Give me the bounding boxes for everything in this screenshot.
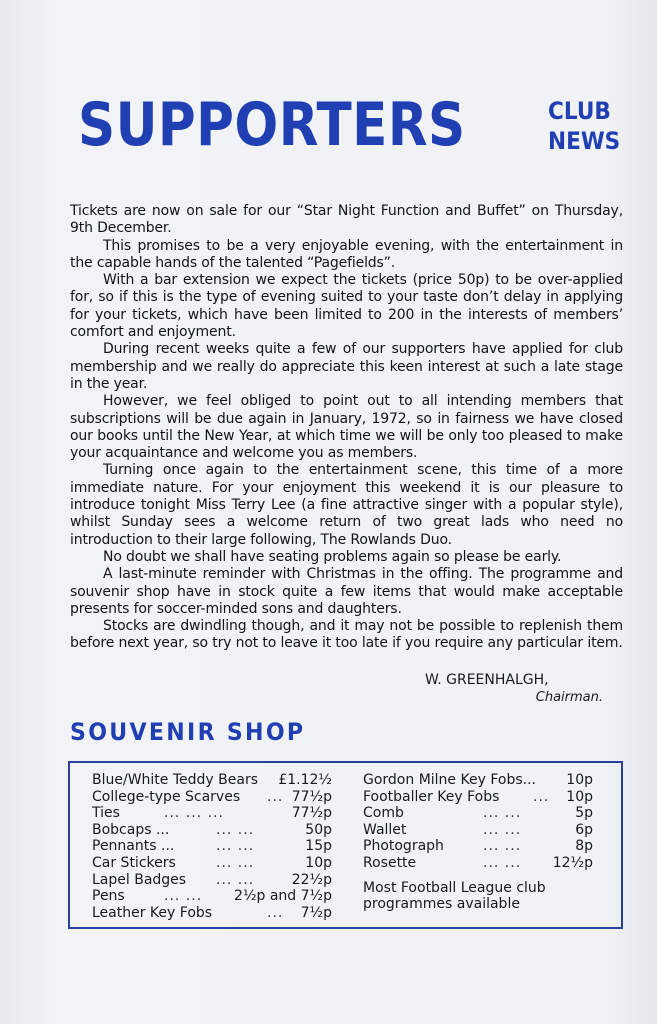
item-leader-dots: ... ...: [483, 854, 522, 871]
item-leader-dots: ... ...: [216, 821, 255, 838]
price-list-item: [92, 822, 332, 839]
signature-name: W. GREENHALGH,: [425, 672, 549, 688]
item-name: Ties: [92, 805, 120, 822]
price-list-item: [92, 772, 332, 789]
price-list-item: [92, 805, 332, 822]
item-name: Photograph: [363, 838, 444, 855]
item-name: Bobcaps ...: [92, 821, 170, 838]
masthead: [78, 88, 638, 168]
item-price: 5p: [575, 805, 593, 822]
price-list-item: [363, 822, 603, 839]
item-price: 15p: [305, 838, 332, 855]
item-leader-dots: ... ...: [216, 871, 255, 888]
masthead-subtitle: [548, 96, 620, 156]
item-name: Car Stickers: [92, 854, 176, 871]
item-name: Pennants ...: [92, 838, 175, 855]
article-paragraph: However, we feel obliged to point out to all intending members that subscriptions will be due again in January, 1972, so in fairness we have closed our books until the New Year, at which time we will be only too pleased to make your acquaintance and welcome you as members.: [70, 393, 623, 462]
item-leader-dots: ...: [267, 904, 284, 921]
item-price: 10p: [566, 788, 593, 805]
price-list-item: [92, 872, 332, 889]
article-paragraph: A last-minute reminder with Christmas in the offing. The programme and souvenir shop have in stock quite a few items that would make acceptable presents for soccer-minded sons and daughters.: [70, 566, 623, 617]
masthead-subtitle-line2: NEWS: [548, 127, 621, 155]
article-paragraph: Stocks are dwindling though, and it may not be possible to replenish them before next year, so try not to leave it too late if you require any particular item.: [70, 618, 623, 652]
article-paragraph: During recent weeks quite a few of our supporters have applied for club membership and we really do appreciate this keen interest at such a late stage in the year.: [70, 341, 623, 392]
programmes-note-line2: programmes available: [363, 896, 520, 913]
item-name: Leather Key Fobs: [92, 904, 213, 921]
item-price: 6p: [575, 821, 593, 838]
price-list-left-column: [92, 772, 332, 921]
item-name: Pens: [92, 888, 125, 905]
programmes-note-line1: Most Football League club: [363, 879, 546, 896]
item-price: £1.12½: [278, 772, 332, 788]
item-leader-dots: ...: [267, 788, 284, 805]
item-leader-dots: ...: [533, 788, 550, 805]
masthead-subtitle-line1: CLUB: [548, 97, 611, 125]
programmes-note: [363, 880, 603, 913]
item-name: College-type Scarves: [92, 788, 241, 805]
item-leader-dots: ... ...: [216, 854, 255, 871]
item-name: Gordon Milne Key Fobs...: [363, 772, 536, 788]
item-leader-dots: ... ...: [483, 805, 522, 822]
item-price: 77½p: [291, 805, 332, 822]
item-price: 77½p: [291, 788, 332, 805]
item-name: Comb: [363, 805, 404, 822]
price-list-item: [92, 888, 332, 905]
article-paragraph: Turning once again to the entertainment scene, this time of a more immediate nature. For your enjoyment this weekend it is our pleasure to introduce tonight Miss Terry Lee (a fine attractive singer with a popular style), whilst Sunday sees a welcome return of two great lads who need no introduction to their large following, The Rowlands Duo.: [70, 462, 623, 548]
price-list-item: [92, 838, 332, 855]
item-price: 7½p: [300, 904, 332, 921]
price-list-item: [92, 855, 332, 872]
price-list-item: [92, 789, 332, 806]
item-name: Rosette: [363, 854, 417, 871]
price-list-item: [363, 805, 603, 822]
signature-role: Chairman.: [535, 690, 603, 705]
price-list-item: [363, 838, 603, 855]
price-list-item: [363, 855, 603, 872]
item-leader-dots: ... ... ...: [164, 805, 224, 822]
article-paragraph: With a bar extension we expect the tickets (price 50p) to be over-applied for, so if this is the type of evening suited to your taste don’t delay in applying for your tickets, which have been limited to 200 in the interests of members’ comfort and enjoyment.: [70, 272, 623, 341]
item-leader-dots: ... ...: [164, 888, 203, 905]
article-paragraph: Tickets are now on sale for our “Star Night Function and Buffet” on Thursday, 9th December.: [70, 203, 623, 237]
masthead-title: SUPPORTERS: [78, 90, 466, 160]
item-leader-dots: ... ...: [216, 838, 255, 855]
item-price: 10p: [566, 772, 593, 788]
item-price: 10p: [305, 854, 332, 871]
souvenir-shop-heading: SOUVENIR SHOP: [70, 718, 306, 746]
item-price: 50p: [305, 821, 332, 838]
item-leader-dots: ... ...: [483, 821, 522, 838]
item-price: 8p: [575, 838, 593, 855]
item-name: Blue/White Teddy Bears: [92, 772, 258, 788]
signature: [425, 671, 625, 707]
item-price: 22½p: [291, 871, 332, 888]
item-price: 12½p: [552, 854, 593, 871]
item-price: 2½p and 7½p: [234, 888, 332, 905]
item-name: Footballer Key Fobs: [363, 788, 500, 805]
price-list-item: [92, 905, 332, 922]
price-list-item: [363, 789, 603, 806]
price-list-right-column: [363, 772, 603, 913]
article-body: [70, 203, 623, 653]
item-name: Wallet: [363, 821, 407, 838]
article-paragraph: No doubt we shall have seating problems again so please be early.: [103, 548, 562, 565]
item-name: Lapel Badges: [92, 871, 187, 888]
price-list-item: [363, 772, 603, 789]
souvenir-price-list: [68, 761, 623, 929]
item-leader-dots: ... ...: [483, 838, 522, 855]
article-paragraph: This promises to be a very enjoyable evening, with the entertainment in the capable hands of the talented “Pagefields”.: [70, 237, 623, 271]
